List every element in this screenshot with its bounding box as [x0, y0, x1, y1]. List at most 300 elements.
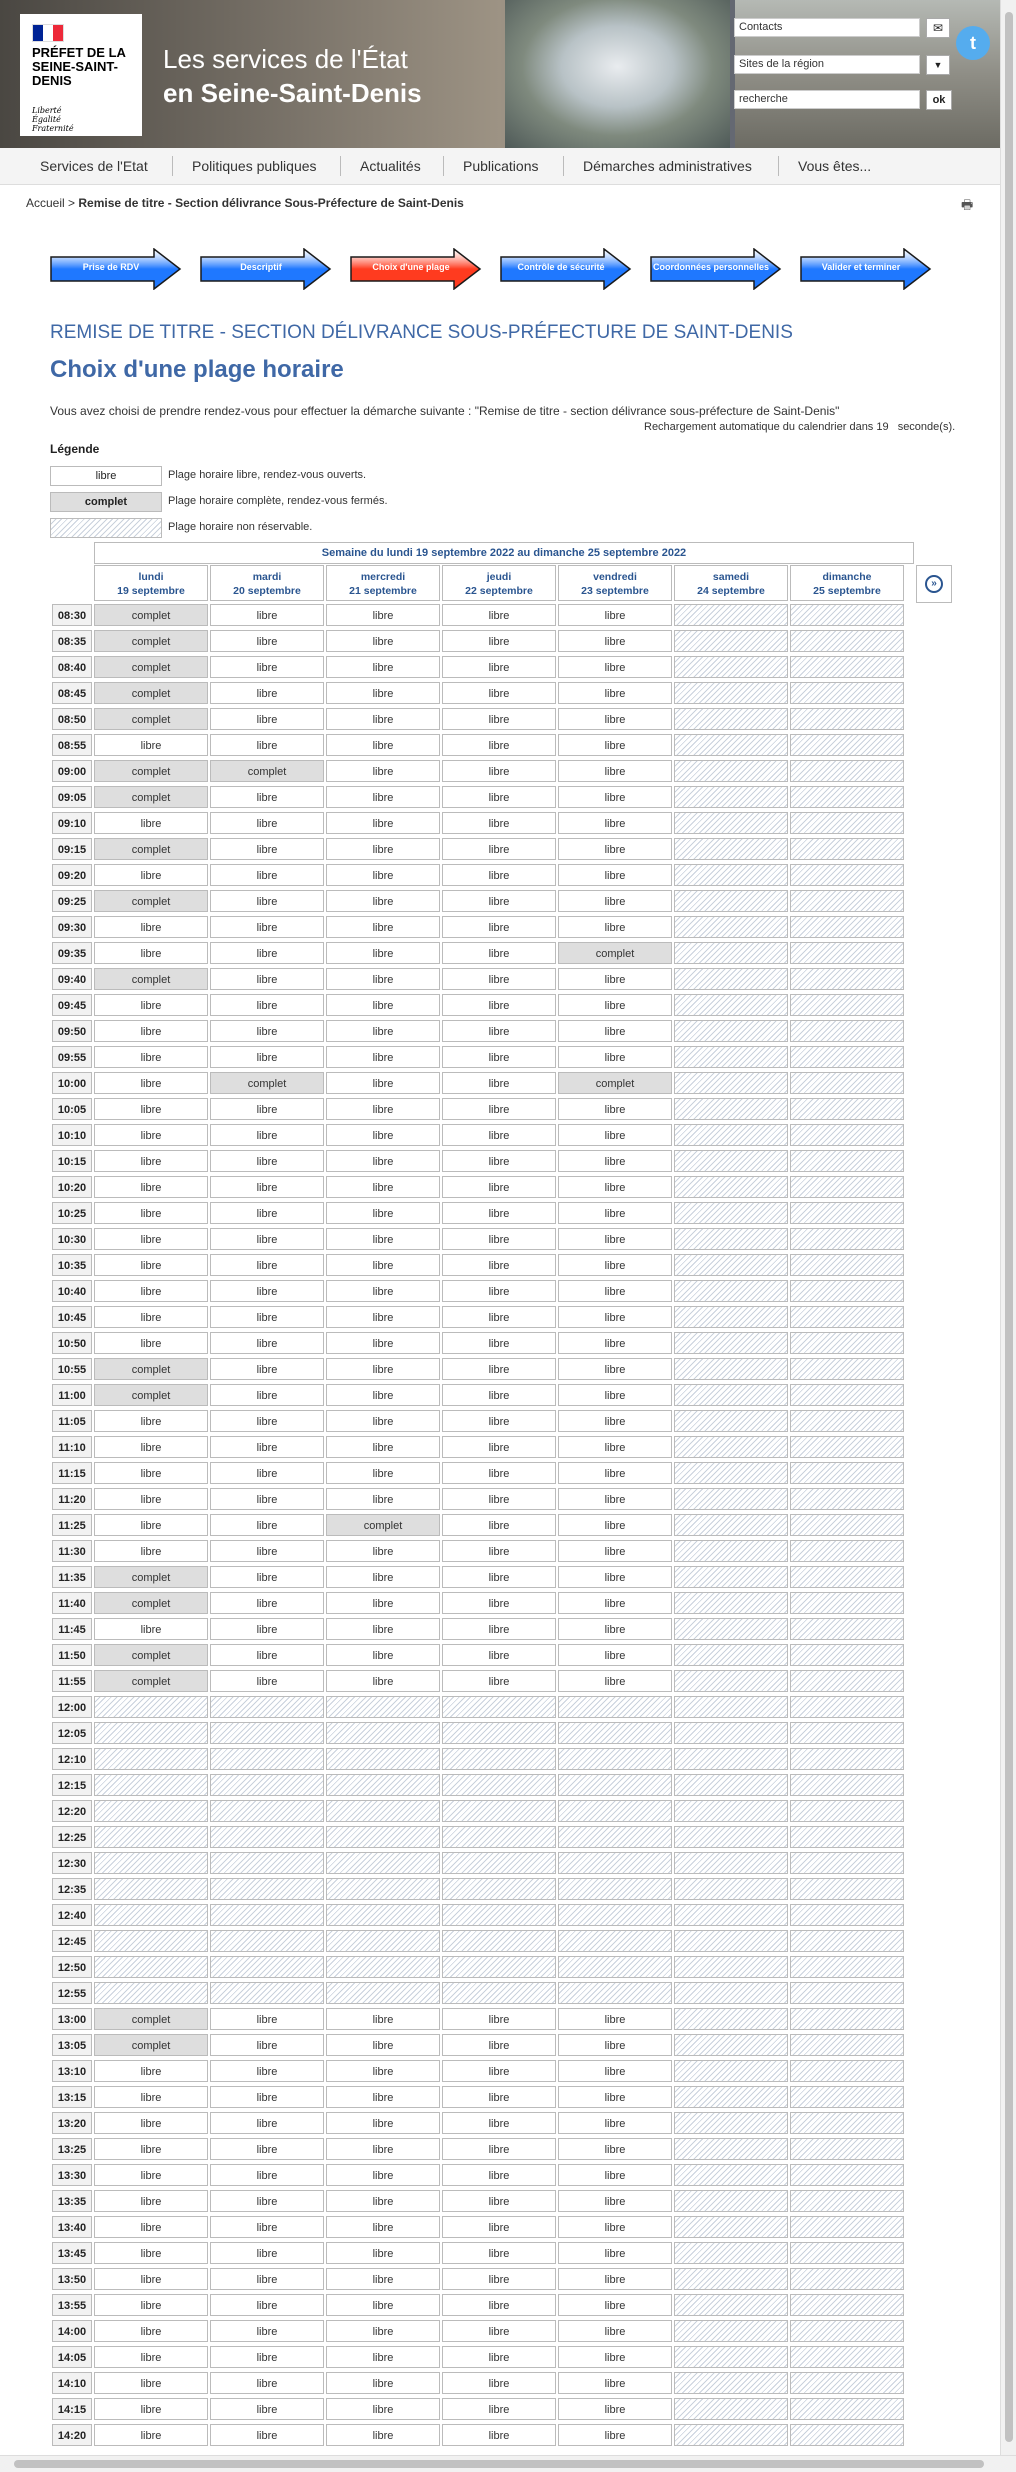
slot-libre[interactable]: libre — [326, 1228, 440, 1250]
slot-libre[interactable]: libre — [210, 2112, 324, 2134]
slot-libre[interactable]: libre — [210, 1462, 324, 1484]
slot-libre[interactable]: libre — [94, 1254, 208, 1276]
slot-libre[interactable]: libre — [94, 2346, 208, 2368]
slot-libre[interactable]: libre — [558, 682, 672, 704]
slot-libre[interactable]: libre — [326, 2086, 440, 2108]
slot-libre[interactable]: libre — [558, 2034, 672, 2056]
contacts-link[interactable]: Contacts — [734, 18, 920, 37]
slot-libre[interactable]: libre — [94, 2164, 208, 2186]
slot-libre[interactable]: libre — [558, 812, 672, 834]
slot-libre[interactable]: libre — [94, 2060, 208, 2082]
slot-libre[interactable]: libre — [94, 812, 208, 834]
slot-libre[interactable]: libre — [210, 1514, 324, 1536]
slot-libre[interactable]: libre — [210, 1488, 324, 1510]
slot-libre[interactable]: libre — [94, 1618, 208, 1640]
slot-libre[interactable]: libre — [210, 1384, 324, 1406]
slot-libre[interactable]: libre — [94, 2294, 208, 2316]
slot-libre[interactable]: libre — [210, 2086, 324, 2108]
slot-libre[interactable]: libre — [326, 1150, 440, 1172]
slot-libre[interactable]: libre — [558, 1566, 672, 1588]
mail-icon[interactable]: ✉ — [926, 18, 950, 38]
slot-libre[interactable]: libre — [326, 2138, 440, 2160]
slot-libre[interactable]: libre — [558, 630, 672, 652]
slot-libre[interactable]: libre — [326, 2216, 440, 2238]
slot-libre[interactable]: libre — [210, 890, 324, 912]
slot-libre[interactable]: libre — [210, 2424, 324, 2446]
slot-libre[interactable]: libre — [326, 1358, 440, 1380]
slot-libre[interactable]: libre — [558, 2138, 672, 2160]
slot-libre[interactable]: libre — [442, 2112, 556, 2134]
slot-libre[interactable]: libre — [326, 2398, 440, 2420]
slot-libre[interactable]: libre — [326, 682, 440, 704]
slot-libre[interactable]: libre — [94, 734, 208, 756]
slot-libre[interactable]: libre — [442, 1566, 556, 1588]
slot-libre[interactable]: libre — [210, 1020, 324, 1042]
slot-libre[interactable]: libre — [558, 1254, 672, 1276]
slot-libre[interactable]: libre — [326, 1280, 440, 1302]
nav-item-vous-etes[interactable]: Vous êtes... — [798, 158, 872, 174]
slot-libre[interactable]: libre — [210, 2216, 324, 2238]
search-ok-button[interactable]: ok — [926, 90, 952, 110]
slot-libre[interactable]: libre — [326, 1670, 440, 1692]
slot-libre[interactable]: libre — [326, 968, 440, 990]
slot-libre[interactable]: libre — [326, 2372, 440, 2394]
slot-libre[interactable]: libre — [94, 1098, 208, 1120]
slot-libre[interactable]: libre — [326, 2242, 440, 2264]
slot-libre[interactable]: libre — [94, 1072, 208, 1094]
slot-libre[interactable]: libre — [94, 2320, 208, 2342]
slot-libre[interactable]: libre — [442, 656, 556, 678]
slot-libre[interactable]: libre — [210, 1618, 324, 1640]
slot-libre[interactable]: libre — [94, 1176, 208, 1198]
slot-libre[interactable]: libre — [210, 2398, 324, 2420]
slot-libre[interactable]: libre — [558, 734, 672, 756]
slot-libre[interactable]: libre — [558, 1280, 672, 1302]
slot-libre[interactable]: libre — [210, 2346, 324, 2368]
slot-libre[interactable]: libre — [558, 1176, 672, 1198]
slot-libre[interactable]: libre — [442, 1046, 556, 1068]
slot-libre[interactable]: libre — [442, 2008, 556, 2030]
slot-libre[interactable]: libre — [558, 708, 672, 730]
slot-libre[interactable]: libre — [442, 916, 556, 938]
twitter-icon[interactable]: t — [956, 26, 990, 60]
slot-libre[interactable]: libre — [442, 1410, 556, 1432]
slot-libre[interactable]: libre — [558, 656, 672, 678]
slot-libre[interactable]: libre — [558, 786, 672, 808]
slot-libre[interactable]: libre — [558, 1592, 672, 1614]
slot-libre[interactable]: libre — [558, 1436, 672, 1458]
slot-libre[interactable]: libre — [442, 1254, 556, 1276]
slot-libre[interactable]: libre — [94, 994, 208, 1016]
slot-libre[interactable]: libre — [326, 1072, 440, 1094]
slot-libre[interactable]: libre — [558, 2242, 672, 2264]
slot-libre[interactable]: libre — [326, 994, 440, 1016]
slot-libre[interactable]: libre — [442, 864, 556, 886]
slot-libre[interactable]: libre — [94, 1280, 208, 1302]
slot-libre[interactable]: libre — [442, 1384, 556, 1406]
slot-libre[interactable]: libre — [94, 2086, 208, 2108]
slot-libre[interactable]: libre — [442, 2190, 556, 2212]
step-1[interactable] — [50, 248, 180, 290]
slot-libre[interactable]: libre — [442, 2268, 556, 2290]
slot-libre[interactable]: libre — [94, 2190, 208, 2212]
step-2[interactable] — [200, 248, 330, 290]
slot-libre[interactable]: libre — [558, 994, 672, 1016]
slot-libre[interactable]: libre — [326, 1384, 440, 1406]
slot-libre[interactable]: libre — [210, 2294, 324, 2316]
slot-libre[interactable]: libre — [442, 1150, 556, 1172]
slot-libre[interactable]: libre — [558, 2190, 672, 2212]
slot-libre[interactable]: libre — [442, 1020, 556, 1042]
slot-libre[interactable]: libre — [442, 786, 556, 808]
sites-region-select[interactable]: Sites de la région — [734, 55, 920, 74]
slot-libre[interactable]: libre — [442, 1228, 556, 1250]
slot-libre[interactable]: libre — [94, 864, 208, 886]
slot-libre[interactable]: libre — [210, 1306, 324, 1328]
slot-libre[interactable]: libre — [558, 1644, 672, 1666]
slot-libre[interactable]: libre — [210, 2138, 324, 2160]
slot-libre[interactable]: libre — [326, 760, 440, 782]
slot-libre[interactable]: libre — [326, 864, 440, 886]
slot-libre[interactable]: libre — [442, 1644, 556, 1666]
slot-libre[interactable]: libre — [558, 604, 672, 626]
slot-libre[interactable]: libre — [210, 2242, 324, 2264]
slot-libre[interactable]: libre — [442, 890, 556, 912]
slot-libre[interactable]: libre — [326, 2294, 440, 2316]
slot-libre[interactable]: libre — [210, 604, 324, 626]
slot-libre[interactable]: libre — [210, 1540, 324, 1562]
slot-libre[interactable]: libre — [326, 656, 440, 678]
site-title[interactable] — [163, 42, 422, 110]
slot-non-reservable — [558, 1722, 672, 1744]
slot-libre[interactable]: libre — [326, 2424, 440, 2446]
slot-libre[interactable]: libre — [326, 1020, 440, 1042]
slot-libre[interactable]: libre — [210, 1644, 324, 1666]
slot-libre[interactable]: libre — [210, 2164, 324, 2186]
slot-libre[interactable]: libre — [442, 2320, 556, 2342]
next-week-button[interactable] — [916, 565, 952, 603]
slot-libre[interactable]: libre — [442, 2242, 556, 2264]
slot-libre[interactable]: libre — [558, 2086, 672, 2108]
slot-non-reservable — [790, 1514, 904, 1536]
slot-libre[interactable]: libre — [94, 1410, 208, 1432]
slot-libre[interactable]: libre — [442, 1332, 556, 1354]
slot-libre[interactable]: libre — [210, 1436, 324, 1458]
slot-libre[interactable]: libre — [326, 942, 440, 964]
slot-libre[interactable]: libre — [558, 1124, 672, 1146]
slot-libre[interactable]: libre — [326, 1124, 440, 1146]
nav-item-actualites[interactable]: Actualités — [360, 158, 421, 174]
slot-libre[interactable]: libre — [442, 2372, 556, 2394]
slot-libre[interactable]: libre — [210, 812, 324, 834]
slot-libre[interactable]: libre — [326, 2112, 440, 2134]
slot-libre[interactable]: libre — [210, 1254, 324, 1276]
slot-libre[interactable]: libre — [558, 1228, 672, 1250]
slot-libre[interactable]: libre — [442, 1202, 556, 1224]
slot-libre[interactable]: libre — [442, 708, 556, 730]
slot-libre[interactable]: libre — [210, 2268, 324, 2290]
slot-libre[interactable]: libre — [210, 2060, 324, 2082]
slot-libre[interactable]: libre — [558, 1540, 672, 1562]
slot-libre[interactable]: libre — [326, 1462, 440, 1484]
breadcrumb-home[interactable]: Accueil — [26, 196, 65, 210]
slot-libre[interactable]: libre — [210, 864, 324, 886]
slot-libre[interactable]: libre — [442, 2216, 556, 2238]
slot-libre[interactable]: libre — [94, 1332, 208, 1354]
slot-libre[interactable]: libre — [442, 2086, 556, 2108]
slot-non-reservable — [674, 682, 788, 704]
slot-libre[interactable]: libre — [558, 1670, 672, 1692]
slot-libre[interactable]: libre — [94, 1020, 208, 1042]
nav-item-demarches[interactable]: Démarches administratives — [583, 158, 752, 174]
slot-libre[interactable]: libre — [210, 1202, 324, 1224]
slot-libre[interactable]: libre — [558, 1514, 672, 1536]
slot-libre[interactable]: libre — [94, 2138, 208, 2160]
slot-libre[interactable]: libre — [210, 994, 324, 1016]
slot-complet: complet — [94, 1566, 208, 1588]
slot-libre[interactable]: libre — [326, 1306, 440, 1328]
slot-libre[interactable]: libre — [442, 1618, 556, 1640]
nav-item-services[interactable]: Services de l'Etat — [40, 158, 148, 174]
slot-libre[interactable]: libre — [94, 1046, 208, 1068]
slot-libre[interactable]: libre — [442, 1072, 556, 1094]
slot-libre[interactable]: libre — [210, 1046, 324, 1068]
slot-libre[interactable]: libre — [326, 630, 440, 652]
slot-libre[interactable]: libre — [326, 1644, 440, 1666]
slot-libre[interactable]: libre — [210, 656, 324, 678]
slot-libre[interactable]: libre — [94, 2372, 208, 2394]
slot-libre[interactable]: libre — [326, 1436, 440, 1458]
slot-libre[interactable]: libre — [558, 2294, 672, 2316]
slot-libre[interactable]: libre — [442, 1488, 556, 1510]
slot-libre[interactable]: libre — [558, 2268, 672, 2290]
slot-libre[interactable]: libre — [210, 1228, 324, 1250]
slot-libre[interactable]: libre — [442, 1124, 556, 1146]
slot-libre[interactable]: libre — [94, 942, 208, 964]
slot-libre[interactable]: libre — [442, 1540, 556, 1562]
slot-libre[interactable]: libre — [326, 734, 440, 756]
slot-libre[interactable]: libre — [94, 1306, 208, 1328]
slot-libre[interactable]: libre — [442, 994, 556, 1016]
slot-libre[interactable]: libre — [326, 2190, 440, 2212]
slot-libre[interactable]: libre — [442, 1514, 556, 1536]
slot-libre[interactable]: libre — [558, 1098, 672, 1120]
slot-libre[interactable]: libre — [326, 1046, 440, 1068]
slot-libre[interactable]: libre — [326, 708, 440, 730]
slot-libre[interactable]: libre — [210, 838, 324, 860]
slot-libre[interactable]: libre — [558, 2112, 672, 2134]
slot-libre[interactable]: libre — [210, 2008, 324, 2030]
slot-libre[interactable]: libre — [210, 1566, 324, 1588]
slot-libre[interactable]: libre — [442, 734, 556, 756]
slot-libre[interactable]: libre — [210, 2320, 324, 2342]
slot-libre[interactable]: libre — [442, 1176, 556, 1198]
time-label: 09:45 — [52, 994, 92, 1016]
slot-libre[interactable]: libre — [558, 838, 672, 860]
slot-libre[interactable]: libre — [94, 1488, 208, 1510]
slot-libre[interactable]: libre — [94, 1462, 208, 1484]
slot-libre[interactable]: libre — [94, 1514, 208, 1536]
slot-libre[interactable]: libre — [326, 1202, 440, 1224]
slot-libre[interactable]: libre — [94, 1540, 208, 1562]
slot-libre[interactable]: libre — [558, 2424, 672, 2446]
nav-item-politiques[interactable]: Politiques publiques — [192, 158, 317, 174]
slot-libre[interactable]: libre — [442, 838, 556, 860]
slot-libre[interactable]: libre — [558, 2008, 672, 2030]
slot-libre[interactable]: libre — [210, 734, 324, 756]
slot-libre[interactable]: libre — [210, 2372, 324, 2394]
slot-libre[interactable]: libre — [558, 1358, 672, 1380]
slot-libre[interactable]: libre — [442, 1592, 556, 1614]
slot-libre[interactable]: libre — [210, 1410, 324, 1432]
slot-libre[interactable]: libre — [442, 1098, 556, 1120]
slot-libre[interactable]: libre — [442, 2424, 556, 2446]
chevron-down-icon[interactable]: ▼ — [926, 55, 950, 75]
slot-libre[interactable]: libre — [326, 604, 440, 626]
slot-libre[interactable]: libre — [442, 1280, 556, 1302]
slot-libre[interactable]: libre — [94, 2398, 208, 2420]
slot-libre[interactable]: libre — [210, 916, 324, 938]
slot-libre[interactable]: libre — [210, 1670, 324, 1692]
slot-libre[interactable]: libre — [558, 2060, 672, 2082]
slot-libre[interactable]: libre — [558, 1046, 672, 1068]
slot-libre[interactable]: libre — [442, 2398, 556, 2420]
slot-libre[interactable]: libre — [94, 1202, 208, 1224]
slot-libre[interactable]: libre — [326, 1332, 440, 1354]
slot-libre[interactable]: libre — [558, 1202, 672, 1224]
slot-libre[interactable]: libre — [94, 2424, 208, 2446]
slot-libre[interactable]: libre — [326, 1410, 440, 1432]
slot-libre[interactable]: libre — [442, 942, 556, 964]
slot-libre[interactable]: libre — [558, 1462, 672, 1484]
slot-libre[interactable]: libre — [326, 1592, 440, 1614]
slot-libre[interactable]: libre — [326, 812, 440, 834]
horizontal-scrollbar[interactable] — [0, 2455, 1016, 2472]
slot-libre[interactable]: libre — [558, 916, 672, 938]
slot-libre[interactable]: libre — [558, 1020, 672, 1042]
slot-libre[interactable]: libre — [94, 1150, 208, 1172]
slot-libre[interactable]: libre — [210, 1150, 324, 1172]
slot-libre[interactable]: libre — [94, 2216, 208, 2238]
slot-libre[interactable]: libre — [558, 2216, 672, 2238]
slot-libre[interactable]: libre — [558, 1488, 672, 1510]
slot-libre[interactable]: libre — [326, 786, 440, 808]
slot-libre[interactable]: libre — [94, 1228, 208, 1250]
slot-libre[interactable]: libre — [558, 1410, 672, 1432]
slot-libre[interactable]: libre — [442, 630, 556, 652]
slot-libre[interactable]: libre — [442, 1306, 556, 1328]
slot-libre[interactable]: libre — [558, 760, 672, 782]
slot-libre[interactable]: libre — [210, 630, 324, 652]
slot-libre[interactable]: libre — [210, 786, 324, 808]
slot-libre[interactable]: libre — [210, 1358, 324, 1380]
slot-libre[interactable]: libre — [94, 916, 208, 938]
slot-libre[interactable]: libre — [442, 1462, 556, 1484]
slot-libre[interactable]: libre — [94, 2242, 208, 2264]
slot-libre[interactable]: libre — [210, 1280, 324, 1302]
slot-libre[interactable]: libre — [442, 1358, 556, 1380]
slot-libre[interactable]: libre — [558, 1618, 672, 1640]
slot-libre[interactable]: libre — [442, 812, 556, 834]
slot-libre[interactable]: libre — [326, 1618, 440, 1640]
slot-libre[interactable]: libre — [326, 1540, 440, 1562]
vertical-scrollbar[interactable] — [1000, 0, 1016, 2455]
slot-libre[interactable]: libre — [442, 2164, 556, 2186]
nav-item-publications[interactable]: Publications — [463, 158, 539, 174]
slot-libre[interactable]: libre — [558, 2164, 672, 2186]
slot-libre[interactable]: libre — [558, 1332, 672, 1354]
slot-libre[interactable]: libre — [558, 1150, 672, 1172]
slot-libre[interactable]: libre — [210, 1332, 324, 1354]
slot-libre[interactable]: libre — [326, 916, 440, 938]
slot-libre[interactable]: libre — [326, 2268, 440, 2290]
slot-libre[interactable]: libre — [210, 708, 324, 730]
slot-libre[interactable]: libre — [326, 2034, 440, 2056]
slot-libre[interactable]: libre — [210, 968, 324, 990]
slot-libre[interactable]: libre — [326, 2320, 440, 2342]
slot-libre[interactable]: libre — [326, 2060, 440, 2082]
slot-libre[interactable]: libre — [442, 2346, 556, 2368]
slot-libre[interactable]: libre — [326, 2008, 440, 2030]
slot-libre[interactable]: libre — [558, 2320, 672, 2342]
slot-libre[interactable]: libre — [94, 2268, 208, 2290]
slot-libre[interactable]: libre — [442, 2034, 556, 2056]
slot-libre[interactable]: libre — [558, 2346, 672, 2368]
slot-libre[interactable]: libre — [558, 968, 672, 990]
slot-libre[interactable]: libre — [442, 760, 556, 782]
slot-libre[interactable]: libre — [442, 2294, 556, 2316]
slot-libre[interactable]: libre — [558, 2372, 672, 2394]
slot-libre[interactable]: libre — [442, 1436, 556, 1458]
slot-libre[interactable]: libre — [210, 1592, 324, 1614]
slot-libre[interactable]: libre — [94, 1436, 208, 1458]
slot-libre[interactable]: libre — [442, 682, 556, 704]
slot-libre[interactable]: libre — [326, 1254, 440, 1276]
slot-libre[interactable]: libre — [442, 604, 556, 626]
slot-libre[interactable]: libre — [210, 2190, 324, 2212]
slot-libre[interactable]: libre — [558, 1384, 672, 1406]
slot-libre[interactable]: libre — [442, 2138, 556, 2160]
slot-libre[interactable]: libre — [326, 838, 440, 860]
prefet-logo[interactable] — [20, 14, 142, 136]
slot-libre[interactable]: libre — [326, 890, 440, 912]
slot-libre[interactable]: libre — [210, 2034, 324, 2056]
slot-libre[interactable]: libre — [210, 942, 324, 964]
slot-libre[interactable]: libre — [326, 1098, 440, 1120]
slot-libre[interactable]: libre — [94, 1124, 208, 1146]
slot-libre[interactable]: libre — [210, 1124, 324, 1146]
slot-libre[interactable]: libre — [558, 864, 672, 886]
slot-libre[interactable]: libre — [442, 2060, 556, 2082]
print-icon[interactable]: 🖶 — [961, 197, 974, 212]
slot-libre[interactable]: libre — [442, 1670, 556, 1692]
search-input[interactable]: recherche — [734, 90, 920, 109]
slot-libre[interactable]: libre — [558, 890, 672, 912]
slot-libre[interactable]: libre — [558, 2398, 672, 2420]
slot-libre[interactable]: libre — [94, 2112, 208, 2134]
slot-libre[interactable]: libre — [326, 1176, 440, 1198]
slot-libre[interactable]: libre — [326, 1566, 440, 1588]
slot-libre[interactable]: libre — [326, 2346, 440, 2368]
slot-libre[interactable]: libre — [326, 1488, 440, 1510]
slot-libre[interactable]: libre — [210, 682, 324, 704]
slot-libre[interactable]: libre — [442, 968, 556, 990]
slot-libre[interactable]: libre — [210, 1176, 324, 1198]
slot-libre[interactable]: libre — [558, 1306, 672, 1328]
time-label: 12:10 — [52, 1748, 92, 1770]
slot-libre[interactable]: libre — [326, 2164, 440, 2186]
slot-libre[interactable]: libre — [210, 1098, 324, 1120]
